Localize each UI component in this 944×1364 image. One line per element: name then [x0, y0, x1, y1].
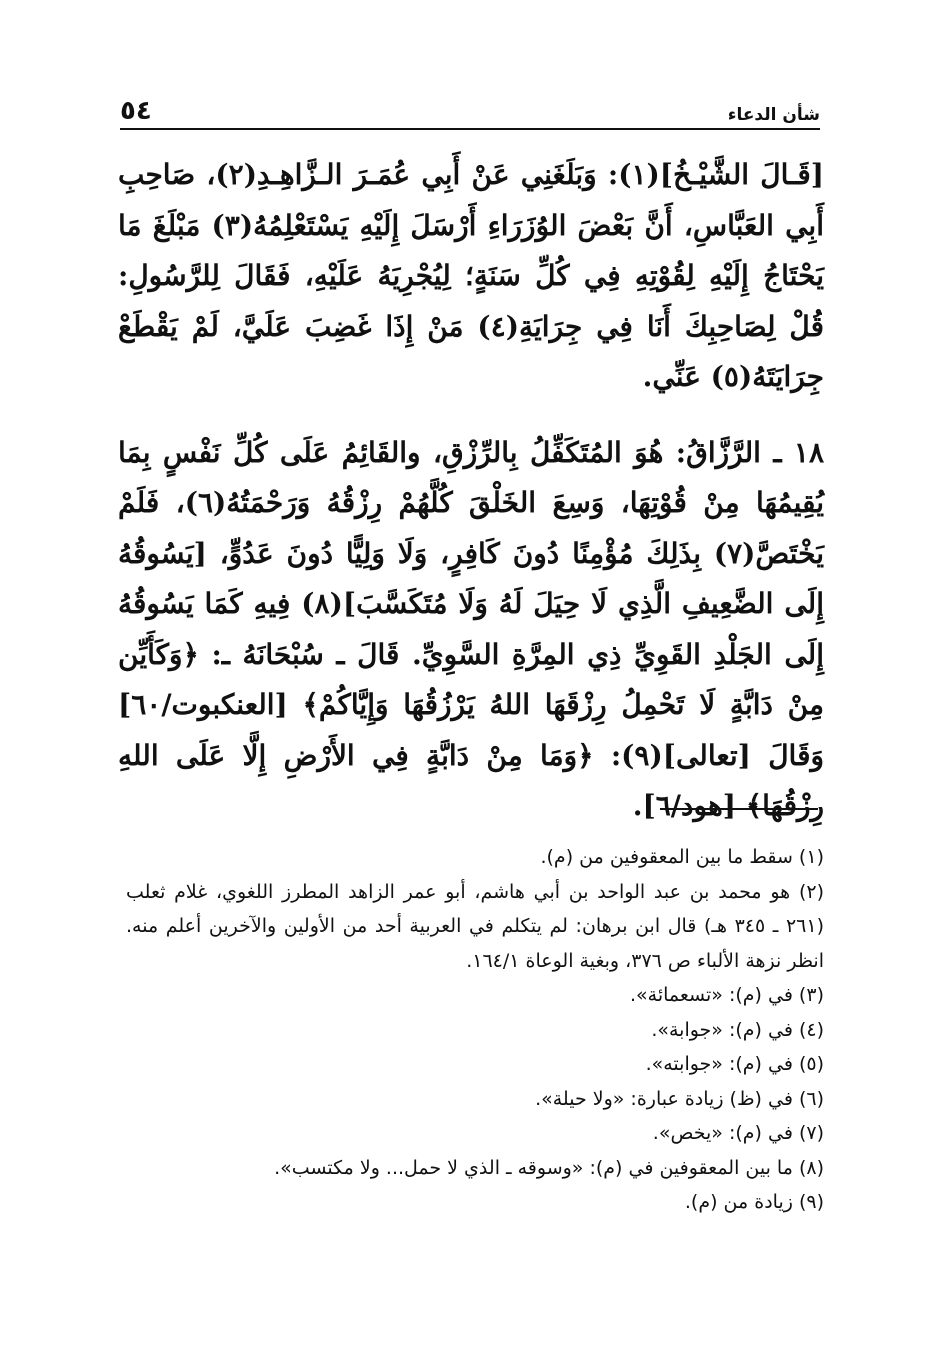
- footnote-4: (٤) في (م): «جوابة».: [651, 1018, 824, 1041]
- footnote-2: (٢) هو محمد بن عبد الواحد بن أبي هاشم، أبو عمر الزاهد المطرز اللغوي، غلام ثعلب (٢٦١ ـ ٣٤٥ هـ) قال ابن برهان: لم يتكلم في العربية أحد من الأولين والآخرين أعلم منه. انظر نزهة الألباء ص ٣٧٦، وبغية الوعاة ١٦٤/١.: [126, 880, 824, 972]
- running-header: [120, 84, 820, 130]
- footnote-1: (١) سقط ما بين المعقوفين من (م).: [540, 846, 824, 868]
- paragraph-al-razzaq: ١٨ ـ الرَّزَّاقُ: هُوَ المُتَكَفِّلُ بِالرِّزْقِ، والقَائِمُ عَلَى كُلِّ نَفْسٍ بِمَا يُقِيمُهَا مِنْ قُوْتِهَا، وَسِعَ الخَلْقَ كُلَّهُمْ رِزْقُهُ وَرَحْمَتُهُ(٦)، فَلَمْ يَخْتَصَّ(٧) بِذَلِكَ مُؤْمِنًا دُونَ كَافِرٍ، وَلَا وَلِيًّا دُونَ عَدُوٍّ، [يَسُوقُهُ إِلَى الضَّعِيفِ الَّذِي لَا حِيَلَ لَهُ وَلَا مُتَكَسَّبَ](٨) فِيهِ كَمَا يَسُوقُهُ إِلَى الجَلْدِ القَوِيِّ ذِي المِرَّةِ السَّوِيِّ. قَالَ ـ سُبْحَانَهُ ـ: ﴿وَكَأَيِّن مِنْ دَابَّةٍ لَا تَحْمِلُ رِزْقَهَا اللهُ يَرْزُقُهَا وَإِيَّاكُمْ﴾ [العنكبوت/٦٠] وَقَالَ [تعالى](٩): ﴿وَمَا مِنْ دَابَّةٍ فِي الأَرْضِ إِلَّا عَلَى اللهِ رِزْقُهَا﴾ [هود/٦].: [118, 435, 824, 822]
- footnotes-list: [126, 840, 824, 1220]
- footnote-7: (٧) في (م): «يخص».: [652, 1122, 824, 1144]
- footnote-3: (٣) في (م): «تسعمائة».: [629, 984, 824, 1006]
- page-number: ٥٤: [120, 96, 152, 126]
- footnote-9: (٩) زيادة من (م).: [684, 1191, 824, 1213]
- main-text: [118, 150, 824, 832]
- book-title: شأن الدعاء: [727, 105, 820, 125]
- paragraph-sheikh-quote: [قَـالَ الشَّيْـخُ](١): وَبَلَغَنِي عَنْ أَبِي عُمَـرَ الـزَّاهِـدِ(٢)، صَاحِبِ أَبِي العَبَّاسِ، أَنَّ بَعْضَ الوُزَرَاءِ أَرْسَلَ إِلَيْهِ يَسْتَعْلِمُهُ(٣) مَبْلَغَ مَا يَحْتَاجُ إِلَيْهِ لِقُوْتِهِ فِي كُلِّ سَنَةٍ؛ لِيُجْرِيَهُ عَلَيْهِ، فَقَالَ لِلرَّسُولِ: قُلْ لِصَاحِبِكَ أَنَا فِي جِرَايَةِ(٤) مَنْ إِذَا غَضِبَ عَلَيَّ، لَمْ يَقْطَعْ جِرَايَتَهُ(٥) عَنِّي.: [118, 158, 824, 393]
- footnote-5: (٥) في (م): «جوابته».: [645, 1053, 824, 1075]
- footnote-6: (٦) في (ظ) زيادة عبارة: «ولا حيلة».: [535, 1087, 824, 1110]
- footnote-8: (٨) ما بين المعقوفين في (م): «وسوقه ـ الذي لا حمل... ولا مكتسب».: [274, 1156, 824, 1179]
- footnote-separator: [660, 808, 818, 810]
